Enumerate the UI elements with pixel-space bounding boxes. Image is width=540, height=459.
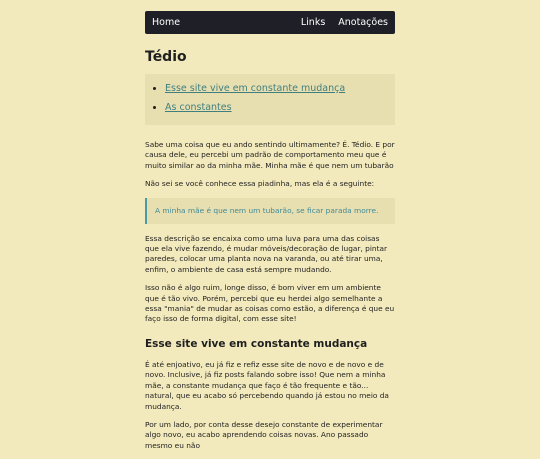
section-title: Esse site vive em constante mudança <box>145 337 368 350</box>
paragraph: É até enjoativo, eu já fiz e refiz esse site de novo e de novo e de novo. Inclusive, já fiz posts falando sobre isso! Que nem a minha mãe, a constante mudança que faço é tão frequente e tão... natural, que eu acabo só percebendo quando já estou no meio da mudança. <box>145 359 389 411</box>
navbar <box>145 11 395 34</box>
paragraph: Essa descrição se encaixa como uma luva para uma das coisas que ela vive fazendo, é mudar móveis/decoração de lugar, pintar paredes, colocar uma planta nova na varanda, ou até tirar uma, enfim, o ambiente de casa está sempre mudando. <box>145 233 388 274</box>
page-container <box>145 11 395 459</box>
toc-item <box>165 101 387 115</box>
page-title: Tédio <box>145 49 187 65</box>
toc-item <box>165 82 387 96</box>
paragraph: Isso não é algo ruim, longe disso, é bom viver em um ambiente que é tão vivo. Porém, percebi que eu herdei algo semelhante a essa "mania" de mudar as coisas como estão, a diferença é que eu faço isso de forma digital, com esse site! <box>145 283 395 324</box>
nav-notes-link[interactable]: Anotações <box>338 17 388 28</box>
toc-link-constant-change[interactable]: Esse site vive em constante mudança <box>165 83 346 94</box>
toc-list <box>153 82 387 115</box>
nav-links-link[interactable]: Links <box>300 17 326 28</box>
paragraph: Não sei se você conhece essa piadinha, mas ela é a seguinte: <box>145 179 375 189</box>
paragraph: Por um lado, por conta desse desejo constante de experimentar algo novo, eu acabo aprendendo coisas novas. Ano passado mesmo eu não <box>145 419 383 450</box>
paragraph: Sabe uma coisa que eu ando sentindo ultimamente? É. Tédio. E por causa dele, eu percebi um padrão de comportamento meu que é muito similar ao da minha mãe. Minha mãe é que nem um tubarão <box>145 140 395 170</box>
nav-home-link[interactable]: Home <box>152 17 181 28</box>
blockquote: A minha mãe é que nem um tubarão, se ficar parada morre. <box>145 198 395 224</box>
toc-link-constants[interactable]: As constantes <box>165 102 232 113</box>
table-of-contents <box>145 74 395 125</box>
